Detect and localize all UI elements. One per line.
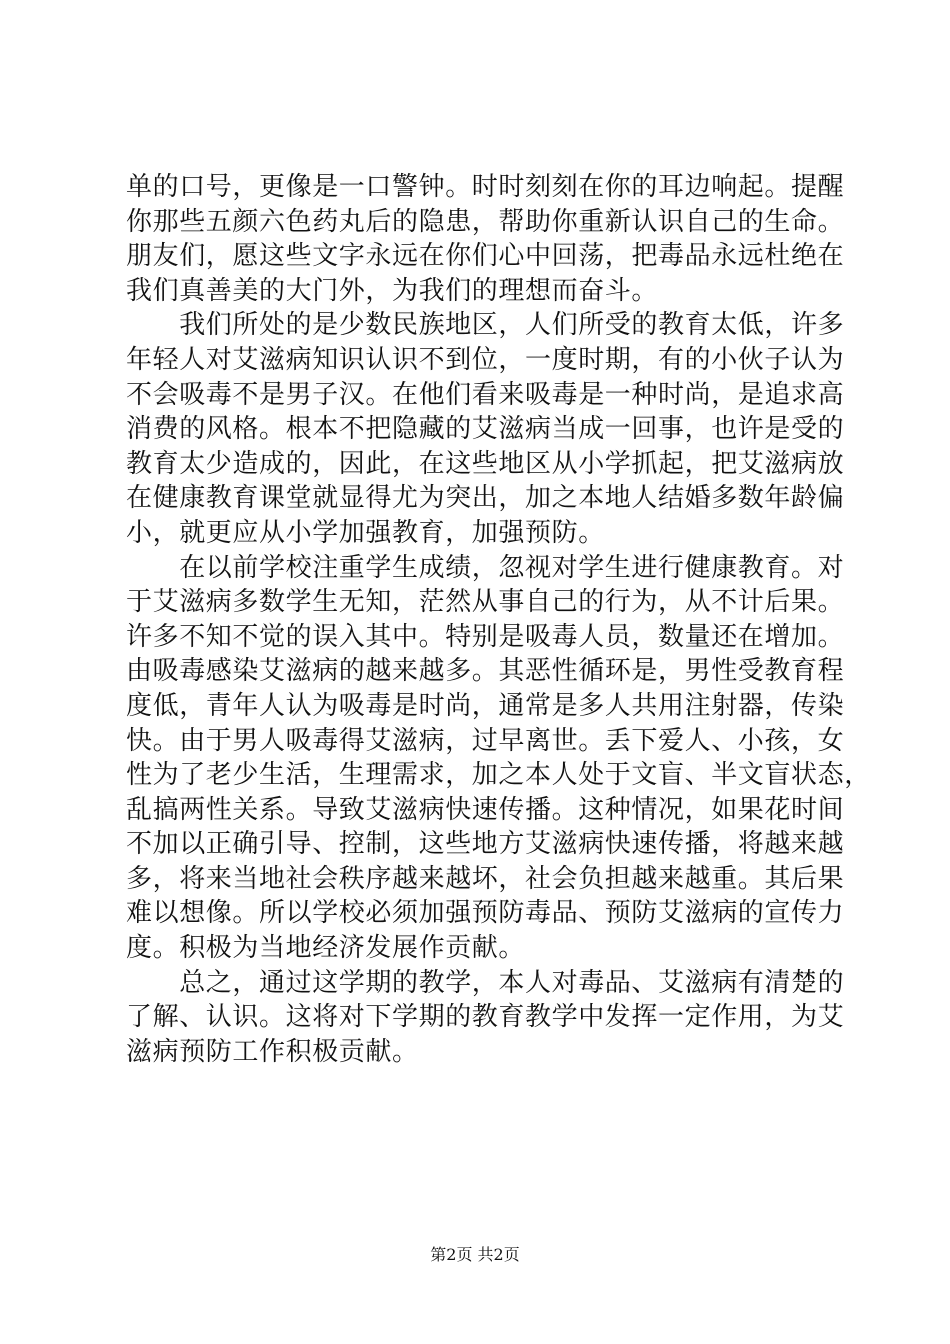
text-line: 你那些五颜六色药丸后的隐患，帮助你重新认识自己的生命。 <box>126 206 845 237</box>
text-line: 总之，通过这学期的教学，本人对毒品、艾滋病有清楚的 <box>126 967 845 998</box>
text-line: 不加以正确引导、控制，这些地方艾滋病快速传播，将越来越 <box>126 829 845 860</box>
text-line: 我们所处的是少数民族地区，人们所受的教育太低，许多 <box>126 310 845 341</box>
text-line: 教育太少造成的，因此，在这些地区从小学抓起，把艾滋病放 <box>126 448 845 479</box>
page-number-footer: 第2页 共2页 <box>430 1245 520 1264</box>
text-line: 由吸毒感染艾滋病的越来越多。其恶性循环是，男性受教育程 <box>126 656 845 687</box>
text-line: 年轻人对艾滋病知识认识不到位，一度时期，有的小伙子认为 <box>126 344 845 375</box>
text-line: 滋病预防工作积极贡献。 <box>126 1036 419 1067</box>
text-line: 难以想像。所以学校必须加强预防毒品、预防艾滋病的宣传力 <box>126 898 845 929</box>
text-line: 单的口号，更像是一口警钟。时时刻刻在你的耳边响起。提醒 <box>126 172 845 202</box>
text-line: 于艾滋病多数学生无知，茫然从事自己的行为，从不计后果。 <box>126 587 845 618</box>
text-line: 度低，青年人认为吸毒是时尚，通常是多人共用注射器，传染 <box>126 690 845 721</box>
text-line: 快。由于男人吸毒得艾滋病，过早离世。丢下爱人、小孩，女 <box>126 725 845 756</box>
text-line: 小，就更应从小学加强教育，加强预防。 <box>126 517 605 548</box>
text-line: 多，将来当地社会秩序越来越坏，社会负担越来越重。其后果 <box>126 863 845 894</box>
text-line: 在健康教育课堂就显得尤为突出，加之本地人结婚多数年龄偏 <box>126 483 845 514</box>
text-line: 我们真善美的大门外，为我们的理想而奋斗。 <box>126 275 659 306</box>
text-line: 消费的风格。根本不把隐藏的艾滋病当成一回事，也许是受的 <box>126 414 845 445</box>
text-line: 度。积极为当地经济发展作贡献。 <box>126 933 526 964</box>
text-line: 在以前学校注重学生成绩，忽视对学生进行健康教育。对 <box>126 552 845 583</box>
text-line: 不会吸毒不是男子汉。在他们看来吸毒是一种时尚，是追求高 <box>126 379 845 410</box>
text-line: 朋友们，愿这些文字永远在你们心中回荡，把毒品永远杜绝在 <box>126 241 845 272</box>
text-line: 许多不知不觉的误入其中。特别是吸毒人员，数量还在增加。 <box>126 621 845 652</box>
text-line: 乱搞两性关系。导致艾滋病快速传播。这种情况，如果花时间 <box>126 794 845 825</box>
text-line: 性为了老少生活，生理需求，加之本人处于文盲、半文盲状态， <box>126 760 871 791</box>
text-line: 了解、认识。这将对下学期的教育教学中发挥一定作用，为艾 <box>126 1002 845 1033</box>
document-body <box>126 170 871 1069</box>
